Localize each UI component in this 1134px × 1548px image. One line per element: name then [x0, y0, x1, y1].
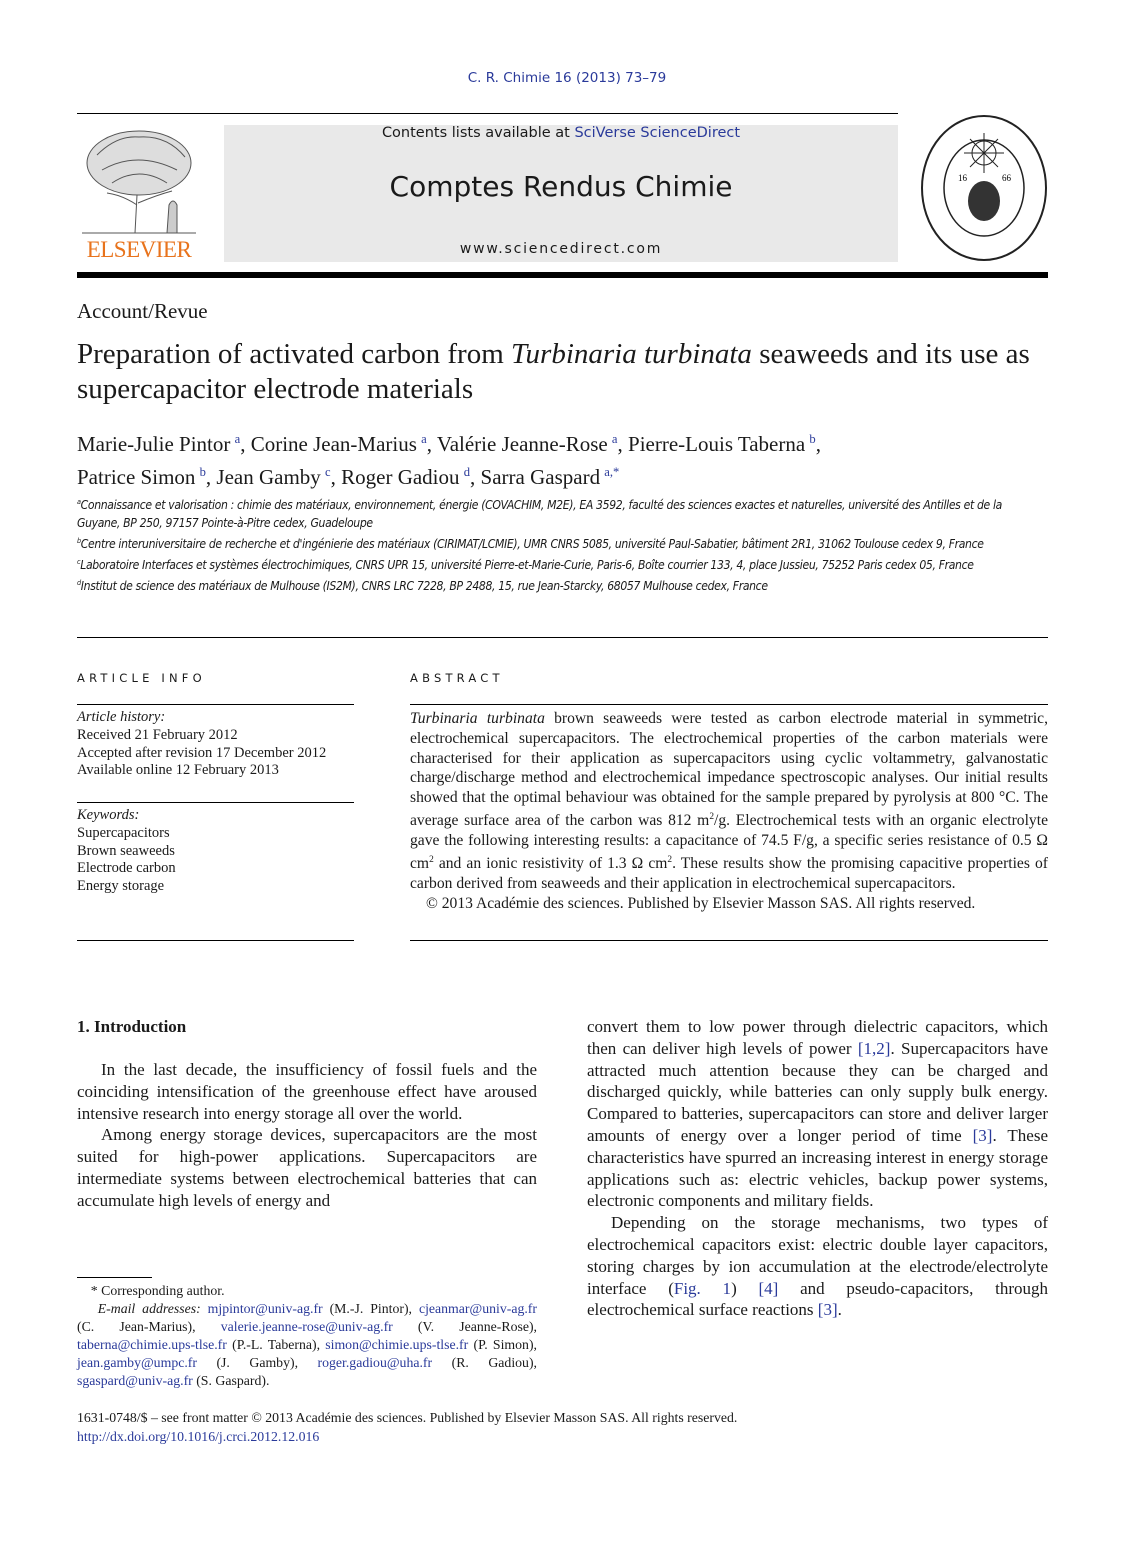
divider [410, 704, 1048, 705]
affiliation-marker[interactable]: a,* [604, 465, 620, 479]
divider [77, 940, 354, 941]
issn-line: 1631-0748/$ – see front matter © 2013 Académie des sciences. Published by Elsevier Masson SAS. All rights reserved. [77, 1410, 738, 1425]
article-section: Account/Revue [77, 299, 208, 323]
title-species: Turbinaria turbinata [511, 338, 752, 370]
abstract-part: brown seaweeds were tested as carbon electrode material in symmetric, electrochemical supercapacitors. The electrochemical properties of the carbon materials were characterised for their application as supercapacitors using cyclic voltammetry, galvanostatic charge/discharge method and electrochemical impedance spectroscopic analyses. Our initial results showed that the optimal behaviour was obtained for the sample prepared by pyrolysis at 800 °C. The average surface area of the carbon was 812 m [410, 710, 1048, 830]
elsevier-logo: ELSEVIER [77, 125, 201, 263]
keywords-label: Keywords: [77, 807, 140, 823]
email-link[interactable]: roger.gadiou@uha.fr [317, 1355, 433, 1370]
tree-icon [77, 125, 201, 237]
contents-line [224, 125, 898, 141]
contents-label: Contents lists available at [381, 125, 575, 141]
affiliation-marker[interactable]: a [234, 432, 241, 446]
paragraph [587, 1212, 1048, 1321]
footnote-text: (C. Jean-Marius), [77, 1319, 221, 1334]
separator: , [815, 432, 821, 456]
author-name[interactable]: Pierre-Louis Taberna [628, 432, 806, 456]
citation-link[interactable]: [4] [758, 1278, 779, 1298]
text-run: . These characteristics have spurred an increasing interest in energy storage applications such as: electric vehicles, backup power systems, electronic components and military fields. [587, 1125, 1048, 1211]
email-link[interactable]: jean.gamby@umpc.fr [77, 1355, 197, 1370]
journal-reference[interactable]: C. R. Chimie 16 (2013) 73–79 [467, 70, 667, 86]
email-link[interactable]: cjeanmar@univ-ag.fr [418, 1301, 537, 1316]
abstract-text [410, 709, 1048, 913]
abstract-part: and an ionic resistivity of 1.3 Ω cm [433, 854, 668, 872]
separator: , [617, 432, 629, 456]
author-name[interactable]: Marie-Julie Pintor [77, 432, 231, 456]
history-received: Received 21 February 2012 [77, 726, 238, 743]
history-online: Available online 12 February 2013 [77, 762, 279, 779]
keyword: Brown seaweeds [77, 842, 175, 859]
left-column [77, 1059, 537, 1212]
affiliation-marker: b [77, 536, 81, 546]
article-history [77, 709, 354, 780]
footnote-rule [77, 1277, 152, 1278]
text-run: . Supercapacitors have attracted much attention because they can be charged and discharged quickly, while batteries can only supply bulk energy. Compared to batteries, supercapacitors can store and deliver larger amounts of energy over a longer period of time [587, 1038, 1048, 1145]
affiliation-marker: a [77, 497, 81, 506]
keywords [77, 807, 354, 896]
right-column [587, 1016, 1048, 1321]
title-part: seaweeds and its use as supercapacitor electrode materials [77, 338, 1030, 405]
author-name[interactable]: Sarra Gaspard [480, 465, 601, 489]
footnote-text: (P. Simon), [468, 1337, 537, 1352]
author-list [77, 425, 1048, 491]
affiliation [77, 493, 1048, 532]
text-run: and pseudo-capacitors, through electrochemical surface reactions [587, 1278, 1048, 1320]
article-info-heading: ARTICLE INFO [77, 671, 206, 685]
separator: , [205, 465, 217, 489]
author-name[interactable]: Roger Gadiou [341, 465, 460, 489]
paragraph [77, 1059, 537, 1124]
affiliation-marker[interactable]: a [421, 432, 427, 446]
author-name[interactable]: Corine Jean-Marius [250, 432, 417, 456]
affiliation-text: Institut de science des matériaux de Mulhouse (IS2M), CNRS LRC 7228, BP 2488, 15, rue Jean-Starcky, 68057 Mulhouse cedex, France [80, 579, 768, 594]
indent [77, 1301, 98, 1316]
affiliations [77, 493, 1048, 595]
text-run: ) [731, 1278, 759, 1298]
author-name[interactable]: Valérie Jeanne-Rose [436, 432, 608, 456]
abstract-part: /g. Electrochemical tests with an organic electrolyte gave the following interesting results: a capacitance of 74.5 F/g, a specific series resistance of 0.5 Ω cm [410, 812, 1048, 872]
paragraph [77, 1124, 537, 1211]
separator: , [426, 432, 437, 456]
footnote-text: (P.-L. Taberna), [226, 1337, 326, 1352]
superscript: 2 [667, 854, 673, 865]
history-accepted: Accepted after revision 17 December 2012 [77, 744, 327, 761]
journal-title: Comptes Rendus Chimie [389, 170, 733, 203]
doi-link[interactable]: http://dx.doi.org/10.1016/j.crci.2012.12.016 [77, 1428, 320, 1444]
citation-link[interactable]: [1,2] [857, 1038, 891, 1058]
footnote-text: * Corresponding author. [77, 1283, 225, 1298]
affiliation-marker[interactable]: c [325, 465, 331, 479]
separator: , [240, 432, 251, 456]
affiliation [77, 553, 1048, 574]
svg-text:66: 66 [1002, 173, 1011, 183]
divider [77, 113, 898, 114]
text-run: Depending on the storage mechanisms, two types of electrochemical capacitors exist: electric double layer capacitors, storing charges by ion accumulation at the electrode/electrolyte interface ( [587, 1213, 1048, 1298]
divider [410, 940, 1048, 941]
bottom-info [77, 1409, 737, 1446]
affiliation-marker: c [77, 557, 81, 567]
email-link[interactable]: taberna@chimie.ups-tlse.fr [77, 1337, 227, 1352]
separator: , [470, 465, 481, 489]
superscript: 2 [709, 811, 714, 822]
svg-text:16: 16 [958, 173, 967, 183]
footnote-text: (V. Jeanne-Rose), [392, 1319, 537, 1334]
section-heading: 1. Introduction [77, 1017, 187, 1036]
affiliation-marker[interactable]: a [611, 432, 618, 446]
author-name[interactable]: Jean Gamby [216, 465, 321, 489]
sciencedirect-link[interactable]: SciVerse ScienceDirect [574, 125, 741, 141]
email-link[interactable]: mjpintor@univ-ag.fr [207, 1301, 323, 1316]
footnote-text: (J. Gamby), [196, 1355, 318, 1370]
footnote-text: (M.-J. Pintor), [322, 1301, 419, 1316]
superscript: 2 [429, 854, 434, 865]
article-title [77, 337, 1048, 407]
text-run: convert them to low power through dielectric capacitors, which then can deliver high levels of power [587, 1017, 1048, 1058]
email-link[interactable]: sgaspard@univ-ag.fr [77, 1373, 193, 1388]
paragraph [587, 1016, 1048, 1212]
affiliation-marker: d [77, 578, 81, 588]
journal-url[interactable]: www.sciencedirect.com [459, 241, 663, 257]
divider [77, 802, 354, 803]
keyword: Supercapacitors [77, 824, 170, 841]
footnote-text: (S. Gaspard). [192, 1373, 270, 1388]
email-link[interactable]: simon@chimie.ups-tlse.fr [325, 1337, 469, 1352]
affiliation-text: Laboratoire Interfaces et systèmes électrochimiques, CNRS UPR 15, université Pierre-et-Marie-Curie, Paris-6, Boîte courrier 133, 4, place Jussieu, 75252 Paris cedex 05, France [80, 558, 974, 573]
email-label: E-mail addresses: [97, 1301, 208, 1316]
affiliation-marker[interactable]: b [199, 465, 206, 479]
affiliation-text: Connaissance et valorisation : chimie des matériaux, environnement, énergie (COVACHIM, M2E), EA 3592, faculté des sciences exactes et naturelles, université des Antilles et de la Guyane, BP 250, 97157 Pointe-à-Pitre cedex, Guadeloupe [77, 498, 1002, 531]
citation-link[interactable]: [3] [817, 1300, 838, 1320]
text-run: In the last decade, the insufficiency of fossil fuels and the coinciding intensification of the greenhouse effect have aroused intensive research into energy storage all over the world. [77, 1060, 537, 1123]
divider [77, 704, 354, 705]
affiliation-marker[interactable]: b [809, 432, 816, 446]
history-label: Article history: [77, 709, 166, 725]
affiliation-marker[interactable]: d [463, 465, 471, 479]
text-run: Among energy storage devices, supercapacitors are the most suited for high-power applications. Supercapacitors are intermediate systems between electrochemical batteries that can accumulate high levels of energy and [77, 1125, 537, 1210]
citation-link[interactable]: [3] [972, 1125, 993, 1145]
abstract-heading: ABSTRACT [410, 671, 504, 685]
abstract-species: Turbinaria turbinata [410, 710, 545, 727]
affiliation [77, 574, 1048, 595]
email-link[interactable]: valerie.jeanne-rose@univ-ag.fr [220, 1319, 393, 1334]
seal-icon [920, 113, 1048, 263]
footnote [77, 1282, 537, 1390]
abstract-copyright: © 2013 Académie des sciences. Published by Elsevier Masson SAS. All rights reserved. [426, 894, 976, 912]
footnote-text: (R. Gadiou), [432, 1355, 537, 1370]
author-name[interactable]: Patrice Simon [77, 465, 196, 489]
academie-seal-logo [920, 113, 1048, 263]
keyword: Electrode carbon [77, 860, 176, 877]
keyword: Energy storage [77, 878, 165, 895]
abstract-part: . These results show the promising capacitive properties of carbon derived from seaweeds and their application in electrochemical supercapacitors. [410, 854, 1048, 892]
affiliation [77, 532, 1048, 553]
separator: , [330, 465, 342, 489]
affiliation-text: Centre interuniversitaire de recherche et d'ingénierie des matériaux (CIRIMAT/LCMIE), UMR CNRS 5085, université Paul-Sabatier, bâtiment 2R1, 31062 Toulouse cedex 9, France [80, 537, 984, 552]
citation-link[interactable]: Fig. 1 [673, 1278, 732, 1298]
text-run: . [837, 1300, 842, 1320]
divider [77, 637, 1048, 638]
title-part: Preparation of activated carbon from [77, 338, 512, 370]
header-bar [77, 272, 1048, 278]
